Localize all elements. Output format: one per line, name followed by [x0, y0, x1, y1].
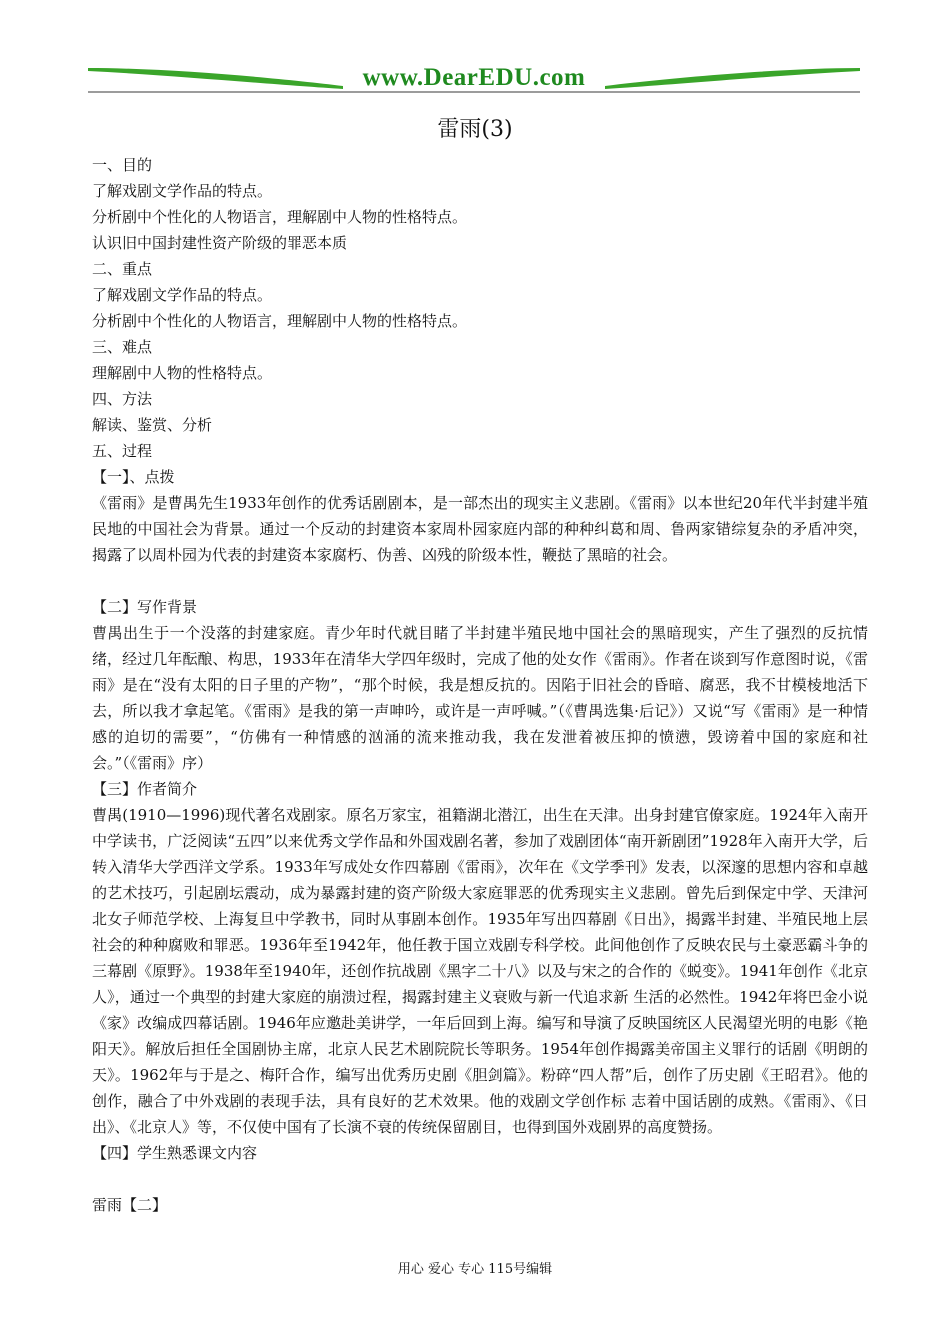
section-heading-3: 【三】作者简介	[92, 780, 198, 798]
outline-line: 分析剧中个性化的人物语言，理解剧中人物的性格特点。	[92, 312, 468, 330]
page-title: 雷雨(3)	[437, 117, 513, 142]
outline-line: 了解戏剧文学作品的特点。	[92, 182, 273, 200]
final-line: 雷雨【二】	[92, 1196, 168, 1214]
outline-line: 分析剧中个性化的人物语言，理解剧中人物的性格特点。	[92, 208, 468, 226]
outline-line: 二、重点	[92, 260, 153, 278]
outline-line: 解读、鉴赏、分析	[92, 416, 213, 434]
background-paragraph: 曹禺出生于一个没落的封建家庭。青少年时代就目睹了半封建半殖民地中国社会的黑暗现实，产生了强烈的反抗情绪，经过几年酝酿、构思，1933年在清华大学四年级时，完成了他的处女作《雷雨》。作者在谈到写作意图时说，《雷雨》是在“没有太阳的日子里的产物”，“那个时候，我是想反抗的。因陷于旧社会的昏暗、腐恶，我不甘模棱地活下去，所以我才拿起笔。《雷雨》是我的第一声呻吟，或许是一声呼喊。”（《曹禺选集·后记》）又说“写《雷雨》是一种情感的迫切的需要”，“仿佛有一种情感的汹涌的流来推动我，我在发泄着被压抑的愤懑，毁谤着中国的家庭和社会。”（《雷雨》序）	[92, 624, 868, 772]
blank-line	[92, 568, 868, 594]
blank-line	[92, 1166, 868, 1192]
site-header	[88, 62, 860, 96]
document-body	[92, 152, 868, 1218]
section-heading-2: 【二】写作背景	[92, 598, 198, 616]
outline-line: 了解戏剧文学作品的特点。	[92, 286, 273, 304]
outline-line: 理解剧中人物的性格特点。	[92, 364, 273, 382]
page-footer: 用心 爱心 专心 115号编辑	[397, 1262, 553, 1277]
outline-line: 五、过程	[92, 442, 153, 460]
outline-line: 三、难点	[92, 338, 153, 356]
site-logo-text: www.DearEDU.com	[362, 64, 586, 91]
section-heading-1: 【一】、点拨	[92, 468, 175, 486]
author-paragraph: 曹禺(1910—1996)现代著名戏剧家。原名万家宝，祖籍湖北潜江，出生在天津。出身封建官僚家庭。1924年入南开中学读书，广泛阅读“五四”以来优秀文学作品和外国戏剧名著，参加了戏剧团体“南开新剧团”1928年入南开大学，后转入清华大学西洋文学系。1933年写成处女作四幕剧《雷雨》，次年在《文学季刊》发表，以深邃的思想内容和卓越的艺术技巧，引起剧坛震动，成为暴露封建的资产阶级大家庭罪恶的优秀现实主义悲剧。曾先后到保定中学、天津河北女子师范学校、上海复旦中学教书，同时从事剧本创作。1935年写出四幕剧《日出》，揭露半封建、半殖民地上层社会的种种腐败和罪恶。1936年至1942年，他任教于国立戏剧专科学校。此间他创作了反映农民与土豪恶霸斗争的三幕剧《原野》。1938年至1940年，还创作抗战剧《黑字二十八》以及与宋之的合作的《蜕变》。1941年创作《北京人》，通过一个典型的封建大家庭的崩溃过程，揭露封建主义衰败与新一代追求新 生活的必然性。1942年将巴金小说《家》改编成四幕话剧。1946年应邀赴美讲学，一年后回到上海。编写和导演了反映国统区人民渴望光明的电影《艳阳天》。解放后担任全国剧协主席，北京人民艺术剧院院长等职务。1954年创作揭露美帝国主义罪行的话剧《明朗的天》。1962年与于是之、梅阡合作，编写出优秀历史剧《胆剑篇》。粉碎“四人帮”后，创作了历史剧《王昭君》。他的创作，融合了中外戏剧的表现手法，具有良好的艺术效果。他的戏剧文学创作标 志着中国话剧的成熟。《雷雨》、《日出》、《北京人》等，不仅使中国有了长演不衰的传统保留剧目，也得到国外戏剧界的高度赞扬。	[92, 806, 868, 1136]
section-heading-4: 【四】学生熟悉课文内容	[92, 1144, 258, 1162]
outline-line: 四、方法	[92, 390, 153, 408]
outline-line: 一、目的	[92, 156, 153, 174]
outline-line: 认识旧中国封建性资产阶级的罪恶本质	[92, 234, 348, 252]
intro-paragraph: 《雷雨》是曹禺先生1933年创作的优秀话剧剧本，是一部杰出的现实主义悲剧。《雷雨》以本世纪20年代半封建半殖民地的中国社会为背景。通过一个反动的封建资本家周朴园家庭内部的种种纠葛和周、鲁两家错综复杂的矛盾冲突，揭露了以周朴园为代表的封建资本家腐朽、伪善、凶残的阶级本性，鞭挞了黑暗的社会。	[92, 494, 868, 564]
